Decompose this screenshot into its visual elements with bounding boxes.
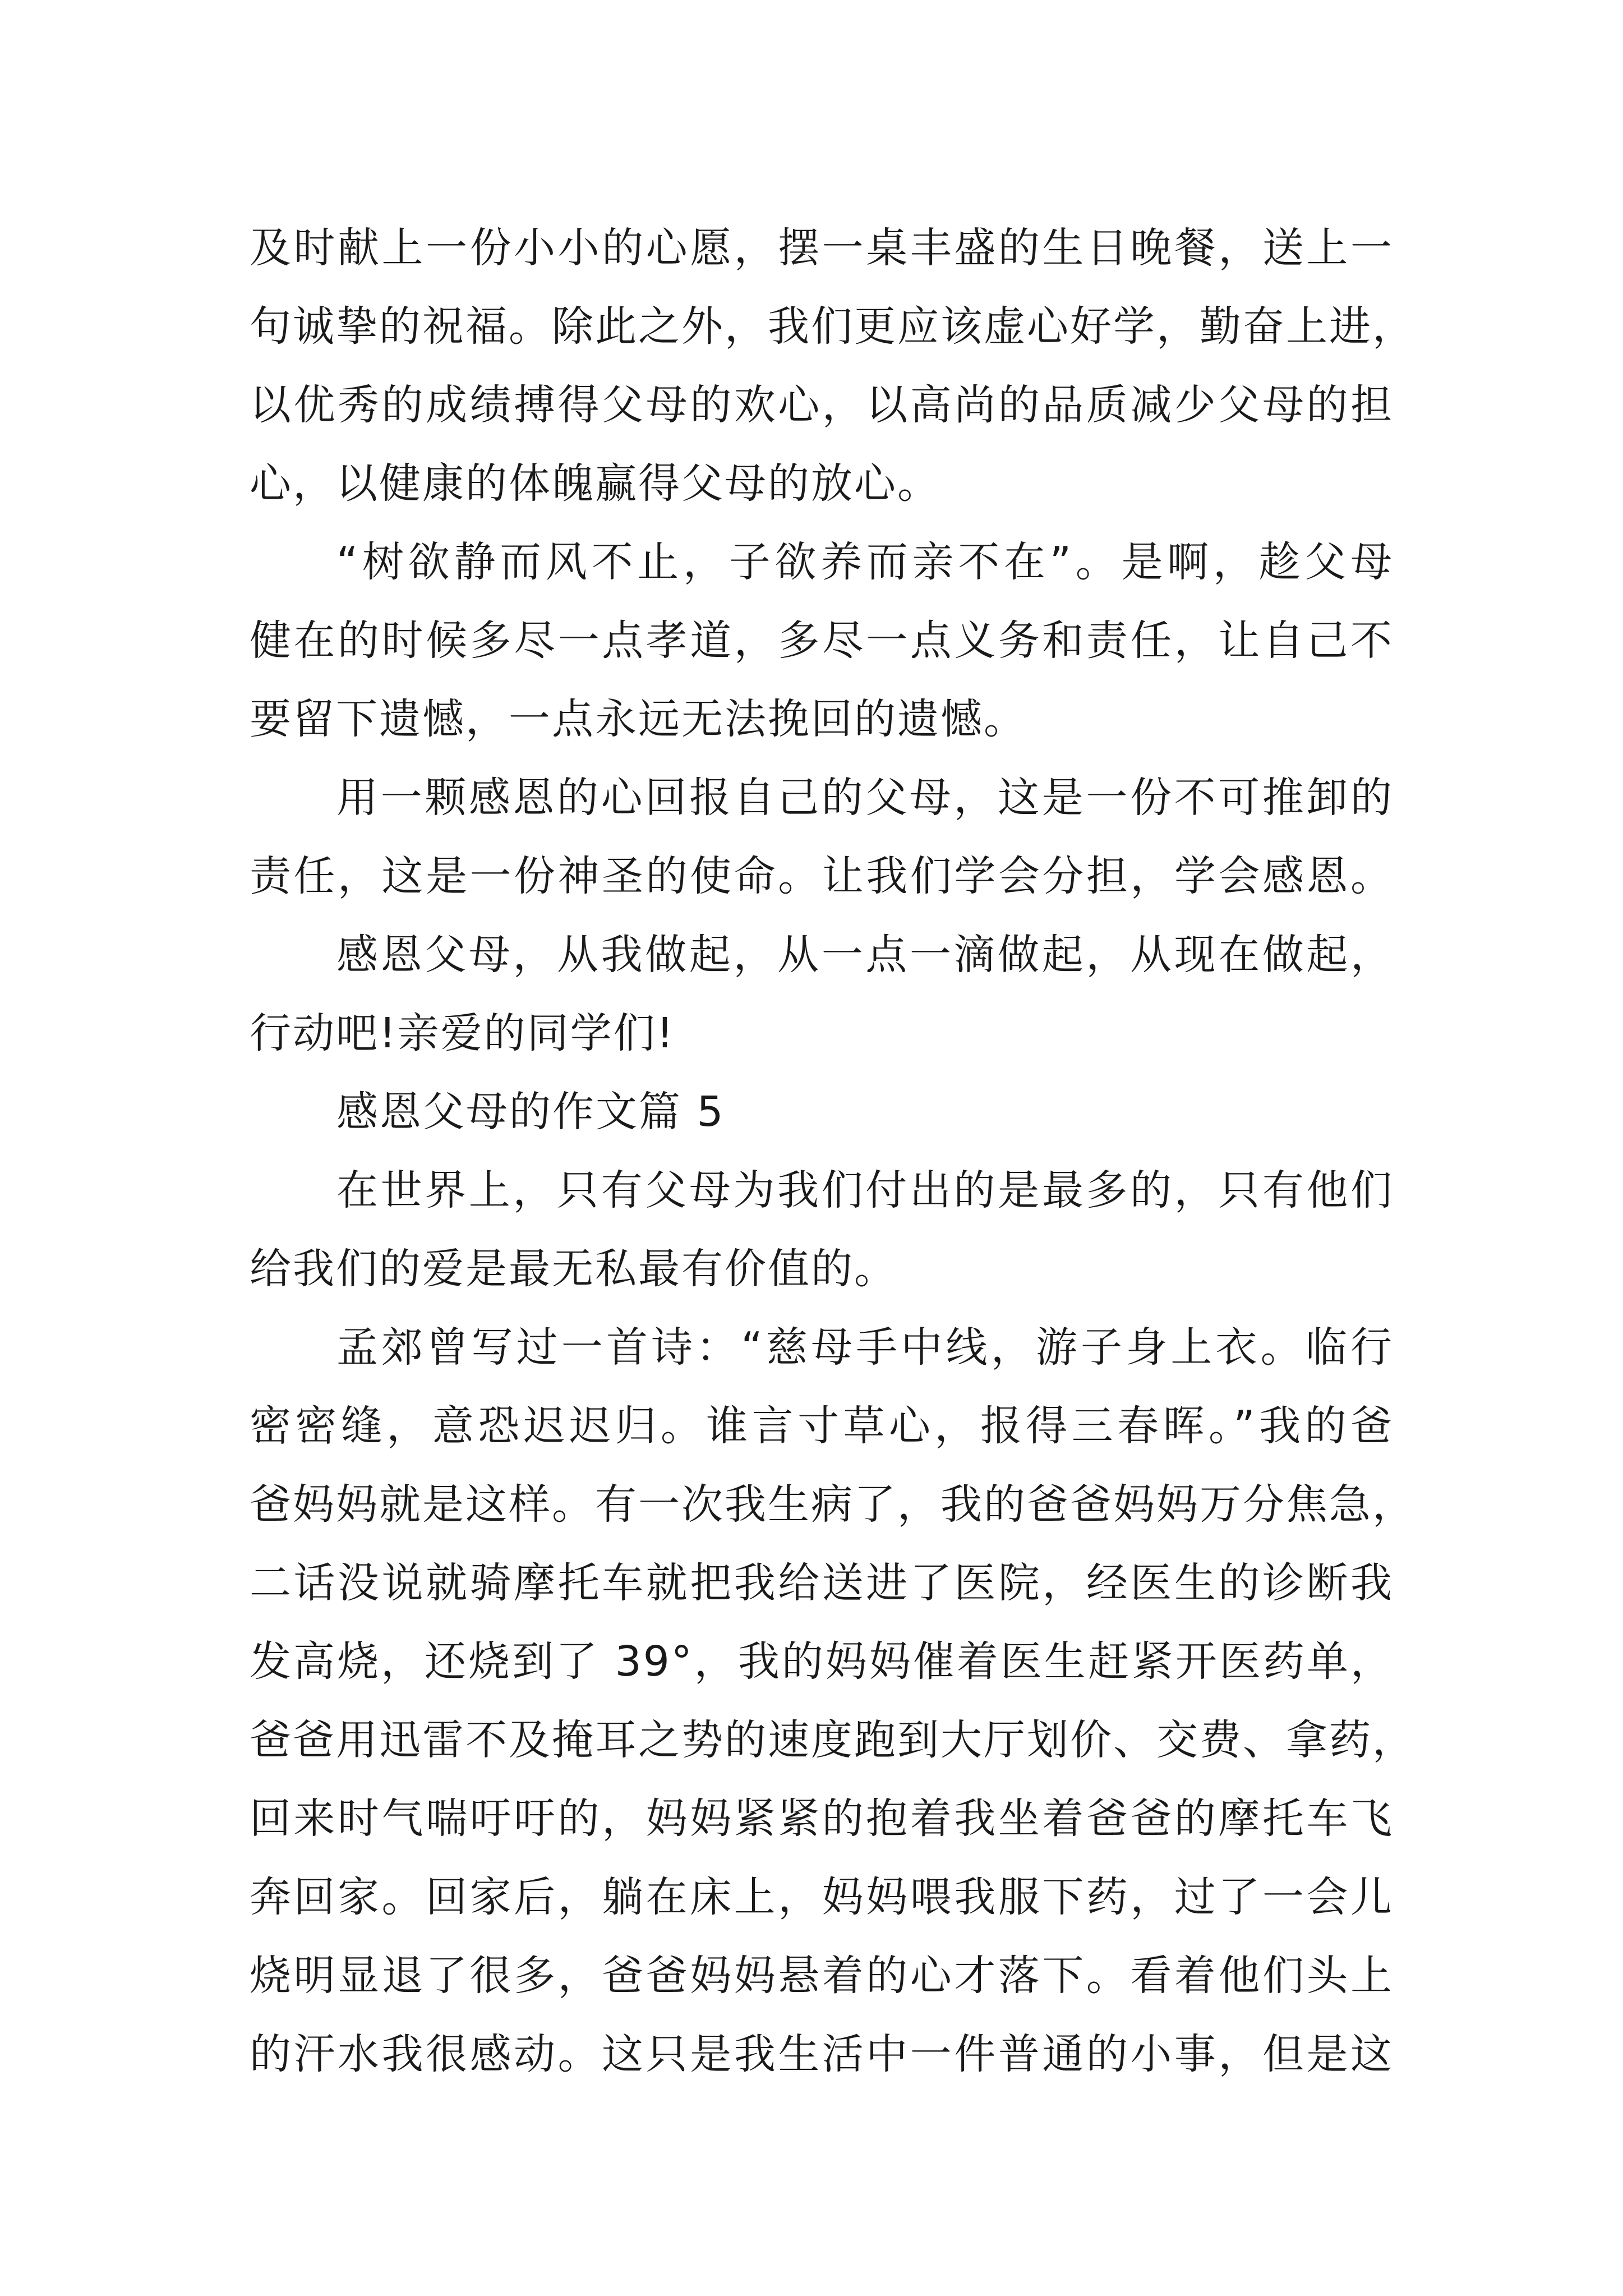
text-line: 健在的时候多尽一点孝道，多尽一点义务和责任，让自己不 <box>250 616 1394 665</box>
text-line: 发高烧，还烧到了 39°，我的妈妈催着医生赶紧开医药单， <box>250 1637 1394 1686</box>
text-line: 句诚挚的祝福。除此之外，我们更应该虚心好学，勤奋上进， <box>250 302 1415 351</box>
text-line: 的汗水我很感动。这只是我生活中一件普通的小事，但是这 <box>250 2030 1394 2078</box>
text-line: 责任，这是一份神圣的使命。让我们学会分担，学会感恩。 <box>250 852 1394 900</box>
text-line: 回来时气喘吁吁的，妈妈紧紧的抱着我坐着爸爸的摩托车飞 <box>250 1795 1394 1843</box>
text-line: 要留下遗憾，一点永远无法挽回的遗憾。 <box>250 695 1027 743</box>
text-line: 奔回家。回家后，躺在床上，妈妈喂我服下药，过了一会儿 <box>250 1873 1394 1921</box>
text-line: 烧明显退了很多，爸爸妈妈悬着的心才落下。看着他们头上 <box>250 1952 1394 2000</box>
paragraph-start-line: 感恩父母，从我做起，从一点一滴做起，从现在做起， <box>336 931 1394 979</box>
text-line: 二话没说就骑摩托车就把我给送进了医院，经医生的诊断我 <box>250 1559 1394 1607</box>
paragraph-start-line: “树欲静而风不止，子欲养而亲不在”。是啊，趁父母 <box>336 538 1394 586</box>
text-line: 及时献上一份小小的心愿，摆一桌丰盛的生日晚餐，送上一 <box>250 224 1394 272</box>
text-line: 行动吧!亲爱的同学们! <box>250 1009 675 1057</box>
text-line: 以优秀的成绩搏得父母的欢心，以高尚的品质减少父母的担 <box>250 381 1394 429</box>
section-heading: 感恩父母的作文篇 5 <box>336 1088 725 1136</box>
text-line: 爸妈妈就是这样。有一次我生病了，我的爸爸妈妈万分焦急， <box>250 1480 1415 1529</box>
text-line: 给我们的爱是最无私最有价值的。 <box>250 1245 897 1293</box>
essay-body <box>250 209 1415 2093</box>
paragraph-start-line: 孟郊曾写过一首诗：“慈母手中线，游子身上衣。临行 <box>336 1323 1394 1372</box>
text-line: 密密缝，意恐迟迟归。谁言寸草心，报得三春晖。”我的爸 <box>250 1402 1394 1450</box>
paragraph-start-line: 用一颗感恩的心回报自己的父母，这是一份不可推卸的 <box>336 774 1394 822</box>
text-line: 心，以健康的体魄赢得父母的放心。 <box>250 459 940 508</box>
paragraph-start-line: 在世界上，只有父母为我们付出的是最多的，只有他们 <box>336 1166 1394 1214</box>
text-line: 爸爸用迅雷不及掩耳之势的速度跑到大厅划价、交费、拿药， <box>250 1716 1415 1764</box>
